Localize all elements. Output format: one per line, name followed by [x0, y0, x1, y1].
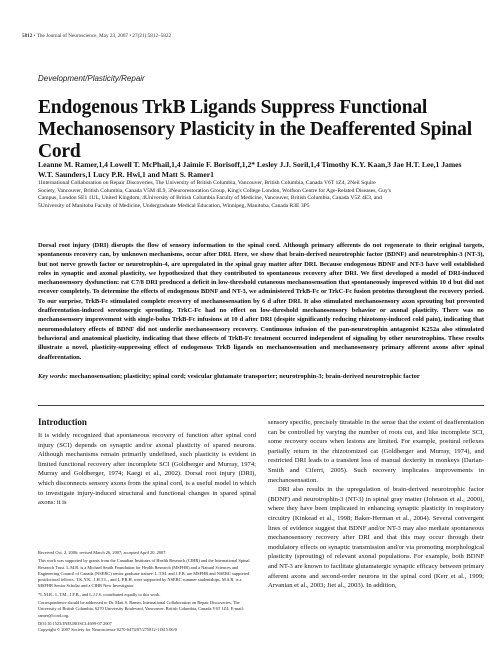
abstract: Dorsal root injury (DRI) disrupts the flow of sensory information to the spinal cord. Although primary afferents do not regenerate to their original targets, spontaneous recovery can, by unknown mechanisms, occur after DRI. Here, we show that brain-derived neurotrophic factor (BDNF) and neurotrophin-3 (NT-3), but not nerve growth factor or neurotrophin-4, are upregulated in the spinal gray matter after DRI. Because endogenous BDNF and NT-3 have well established roles in synaptic and axonal plasticity, we hypothesized that they contributed to spontaneous recovery after DRI. We first developed a model of DRI-induced mechanosensory dysfunction: rat C7/8 DRI produced a deficit in low-threshold cutaneous mechanosensation that spontaneously improved within 10 d but did not recover completely. To determine the effects of endogenous BDNF and NT-3, we administered TrkB-Fc or TrkC-Fc fusion proteins throughout the recovery period. To our surprise, TrkB-Fc stimulated complete recovery of mechanosensation by 6 d after DRI. It also stimulated mechanosensory axon sprouting but prevented deafferentation-induced serotonergic sprouting. TrkC-Fc had no effect on low-threshold mechanosensory behavior or axonal plasticity. There was no mechanosensory improvement with single-bolus TrkB-Fc infusions at 10 d after DRI (despite significantly reducing rhizotomy-induced cold pain), indicating that neuromodulatory effects of BDNF did not underlie mechanosensory recovery. Continuous infusion of the pan-neurotrophin antagonist K252a also stimulated behavioral and anatomical plasticity, indicating that these effects of TrkB-Fc treatment occurred independent of signaling by other neurotrophins. These results illustrate a novel, plasticity-suppressing effect of endogenous TrkB ligands on mechanosensation and mechanosensory primary afferent axons after spinal deafferentation. [38, 242, 484, 361]
introduction-paragraph: DRI also results in the upregulation of brain-derived neurotrophic factor (BDNF) and neurotrophin-3 (NT-3) in spinal gray matter (Johnson et al., 2000), where they have been implicated in enhancing synaptic plasticity in respiratory circuitry (Kinkead et al., 1998; Baker-Herman et al., 2004). Several convergent lines of evidence suggest that BDNF and/or NT-3 may also mediate spontaneous mechanosensory recovery after DRI and that this may occur through their modulatory effects on synaptic transmission and/or via promoting morphological plasticity (sprouting) of relevant axonal populations. For example, both BDNF and NT-3 are known to facilitate glutamatergic synaptic efficacy between primary afferent axons and second-order neurons in the spinal cord (Kerr et al., 1999; Arvanian et al., 2003; Jiet al., 2003). In addition, [268, 486, 484, 590]
affiliation-line: 1International Collaboration on Repair Discoveries, The University of British Columbia, Vancouver, British Columbia, Canada V6T 1Z4, 2Neil Squire [38, 180, 376, 186]
affiliations [38, 180, 478, 210]
introduction-column-right [268, 418, 484, 591]
equal-contribution-note: *L.M.R., L.T.M., J.F.B., and L.J.J.S. contributed equally to this work. [38, 591, 161, 597]
keywords-text: mechanosensation; plasticity; spinal cord; vesicular glutamate transporter; neurotrophin-3; brain-derived neurotrophic factor [69, 373, 420, 380]
received-note: Received Oct. 2, 2006; revised March 26, 2007; accepted April 20, 2007. [38, 550, 167, 555]
section-label: Development/Plasticity/Repair [38, 74, 145, 83]
funding-note: This work was supported by grants from the Canadian Institutes of Health Research (CIHR) and the International Spinal Research Trust. L.M.R. is a Michael Smith Foundation for Health Research (MSFHR) and a Natural Sciences and Engineering Council of Canada (NSERC) senior graduate trainee. L.T.M. and J.F.B. are MSFHR and NSERC supported postdoctoral fellows. T.K.Y.K., J.H.T.L., and L.P.R.H. were supported by NSERC summer studentships. M.S.R. is a MSFHR Senior Scholar and a CIHR New Investigator. [38, 558, 250, 589]
journal-citation: • The Journal of Neuroscience, May 23, 2007 • 27(21):5812–5822 [33, 33, 172, 39]
copyright-line: Copyright © 2007 Society for Neuroscience 0270-6474/07/275812-11$15.00/0 [38, 627, 177, 633]
running-head [22, 33, 171, 39]
article-title: Endogenous TrkB Ligands Suppress Functional Mechanosensory Plasticity in the Deafferented Spinal Cord [38, 97, 472, 162]
keywords-label: Key words: [38, 373, 68, 380]
affiliation-line: Campus, London SE1 1UL, United Kingdom, 4University of British Columbia Faculty of Medicine, Vancouver, British Columbia, Canada V5Z 4E3, and [38, 195, 382, 202]
affiliation-line: 5University of Manitoba Faculty of Medicine, Undergraduate Medical Education, Winnipeg, Manitoba, Canada R3E 3P5 [38, 202, 310, 209]
footnotes [38, 550, 256, 634]
introduction-heading: Introduction [38, 417, 87, 427]
author-list: Leanne M. Ramer,1,4 Lowell T. McPhail,1,4 Jaimie F. Borisoff,1,2* Lesley J.J. Soril,1,4 Timothy K.Y. Kaan,3 Jae H.T. Lee,1 James W.T. Saunders,1 Lucy P.R. Hwi,1 and Matt S. Ramer1 [38, 160, 462, 179]
correspondence-note: Correspondence should be addressed to Dr. Matt S. Ramer, International Collaboration on Repair Discoveries, The University of British Columbia, 6270 University Boulevard, Vancouver, British Columbia, Canada V6T 1Z4. E-mail: ramer@icord.org. [38, 600, 244, 618]
page-number: 5812 [22, 33, 33, 39]
section-divider [38, 405, 484, 406]
introduction-paragraph: sensory specific, precisely titratable in the sense that the extent of deafferentation can be controlled by varying the number of roots cut, and like incomplete SCI, some recovery occurs when lesions are limited. For example, postural reflexes partially return in the rhizotomized cat (Goldberger and Murray, 1974), and restricted DRI leads to a transient loss of manual dexterity in monkeys (Darian-Smith and Ciferri, 2005). Such recovery implicates improvements in mechanosensation. [268, 419, 484, 484]
keywords [38, 372, 484, 381]
doi: DOI:10.1523/JNEUROSCI.4699-07.2007 [38, 620, 112, 626]
affiliation-line: Society, Vancouver, British Columbia, Canada V5M 4L9, 3Neurorestoration Group, King's College London, Wolfson Centre for Age-Related Diseases, Guy's [38, 187, 392, 194]
introduction-paragraph-left: It is widely recognized that spontaneous recovery of function after spinal cord injury (SCI) depends on synaptic and/or axonal plasticity of spared neurons. Although mechanisms remain primarily undefined, such plasticity is evident in limited functional recovery after incomplete SCI (Goldberger and Murray, 1974; Murray and Goldberger, 1974; Kaegi et al., 2002). Dorsal root injury (DRI), which disconnects sensory axons from the spinal cord, is a useful model in which to investigate injury-induced structural and functional changes in spared spinal axons: it is [38, 432, 256, 507]
